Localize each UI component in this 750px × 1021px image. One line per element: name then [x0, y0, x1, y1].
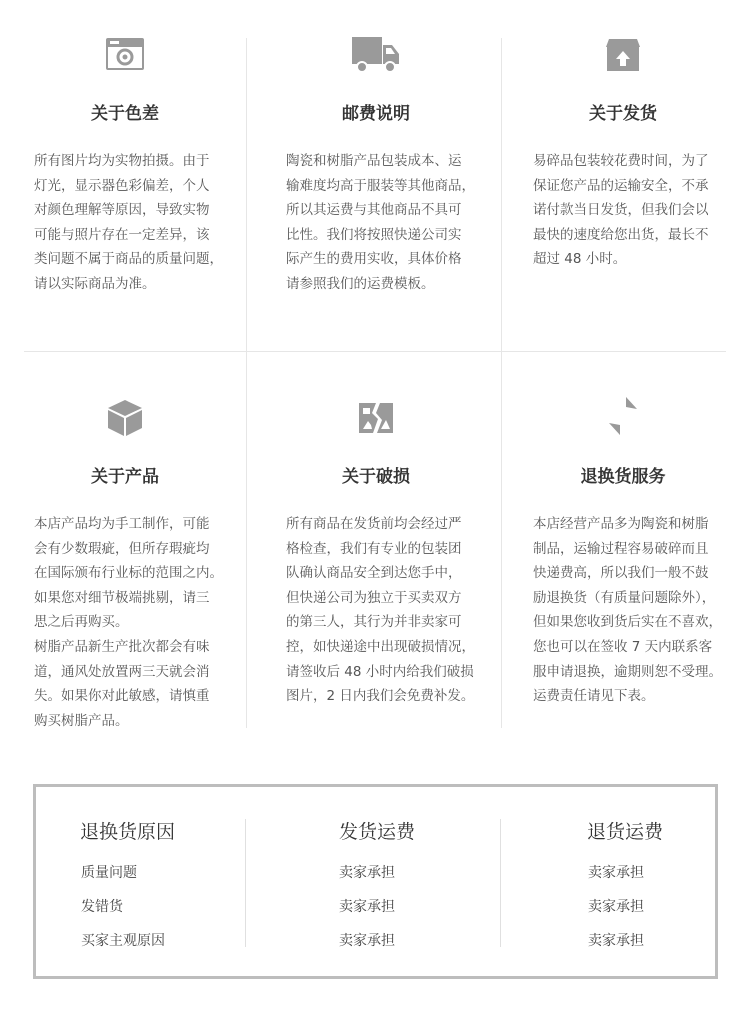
body-line: 失。如果你对此敏感，请慎重 — [34, 688, 210, 705]
section-title: 退换货服务 — [580, 467, 666, 487]
table-cell: 质量问题 — [81, 865, 137, 881]
body-line: 际产生的费用实收，具体价格 — [286, 251, 462, 268]
body-line: 思之后再购买。 — [34, 614, 129, 631]
body-line: 服申请退换，逾期则恕不受理。 — [533, 663, 722, 680]
section-title: 关于发货 — [589, 104, 657, 124]
body-line: 控，如快递途中出现破损情况， — [286, 638, 475, 655]
body-line: 请签收后 48 小时内给我们破损 — [286, 663, 474, 680]
body-line: 道，通风处放置两三天就会消 — [34, 663, 210, 680]
row-divider — [24, 351, 726, 352]
body-line: 保证您产品的运输安全，不承 — [533, 177, 709, 194]
body-line: 的第三人，其行为并非卖家可 — [286, 614, 462, 631]
body-line: 队确认商品安全到达您手中， — [286, 565, 462, 582]
body-line: 制品，运输过程容易破碎而且 — [533, 540, 709, 557]
column-divider — [501, 352, 502, 728]
body-line: 树脂产品新生产批次都会有味 — [34, 638, 210, 655]
body-line: 运费责任请见下表。 — [533, 688, 655, 705]
body-line: 图片，2 日内我们会免费补发。 — [286, 688, 475, 705]
body-line: 所有图片均为实物拍摄。由于 — [34, 153, 210, 169]
table-cell: 买家主观原因 — [81, 933, 165, 949]
camera-icon — [100, 34, 150, 74]
table-cell: 卖家承担 — [339, 899, 395, 915]
section-title: 邮费说明 — [342, 104, 410, 124]
section-body — [533, 149, 738, 272]
body-line: 但快递公司为独立于买卖双方 — [286, 589, 462, 606]
body-line: 易碎品包装较花费时间，为了 — [533, 153, 709, 169]
body-line: 在国际颁布行业标的范围之内。 — [34, 565, 223, 582]
section-body — [286, 149, 491, 297]
section-title: 关于破损 — [342, 467, 410, 487]
column-divider — [245, 819, 246, 947]
body-line: 请以实际商品为准。 — [34, 275, 156, 292]
body-line: 快递费高，所以我们一般不鼓 — [533, 565, 709, 582]
table-header: 发货运费 — [339, 821, 416, 843]
column-divider — [501, 38, 502, 352]
table-cell: 卖家承担 — [588, 933, 644, 949]
body-line: 对颜色理解等原因，导致实物 — [34, 202, 210, 219]
body-line: 购买树脂产品。 — [34, 712, 129, 729]
body-line: 本店经营产品多为陶瓷和树脂 — [533, 516, 709, 532]
section-body — [533, 512, 743, 709]
table-header: 退换货原因 — [80, 821, 176, 843]
column-divider — [246, 38, 247, 352]
table-header: 退货运费 — [587, 821, 664, 843]
body-line: 但如果您收到货后实在不喜欢， — [533, 614, 722, 631]
body-line: 会有少数瑕疵，但所存瑕疵均 — [34, 540, 210, 557]
table-cell: 卖家承担 — [339, 865, 395, 881]
column-divider — [500, 819, 501, 947]
table-cell: 卖家承担 — [588, 865, 644, 881]
section-body — [34, 149, 239, 297]
body-line: 所有商品在发货前均会经过严 — [286, 516, 462, 532]
truck-icon — [351, 34, 401, 74]
body-line: 励退换货（有质量问题除外）， — [533, 589, 716, 606]
shipping-responsibility-table — [33, 784, 718, 979]
body-line: 您也可以在签收 7 天内联系客 — [533, 638, 713, 655]
body-line: 超过 48 小时。 — [533, 251, 627, 268]
body-line: 灯光，显示器色彩偏差，个人 — [34, 177, 210, 194]
body-line: 格检查，我们有专业的包装团 — [286, 540, 462, 557]
body-line: 输难度均高于服装等其他商品， — [286, 177, 475, 194]
body-line: 本店产品均为手工制作，可能 — [34, 516, 210, 532]
body-line: 陶瓷和树脂产品包装成本、运 — [286, 153, 462, 169]
section-title: 关于产品 — [91, 467, 159, 487]
body-line: 所以其运费与其他商品不具可 — [286, 202, 462, 219]
section-body — [286, 512, 491, 709]
section-title: 关于色差 — [91, 104, 159, 124]
body-line: 如果您对细节极端挑剔，请三 — [34, 589, 210, 606]
table-cell: 卖家承担 — [588, 899, 644, 915]
body-line: 最快的速度给您出货，最长不 — [533, 226, 709, 243]
column-divider — [246, 352, 247, 728]
table-cell: 卖家承担 — [339, 933, 395, 949]
section-body — [34, 512, 239, 733]
exchange-arrows-icon — [598, 396, 648, 436]
package-upload-icon — [598, 34, 648, 74]
body-line: 类问题不属于商品的质量问题， — [34, 251, 223, 268]
cube-icon — [100, 398, 150, 438]
body-line: 请参照我们的运费模板。 — [286, 275, 435, 292]
broken-image-icon — [351, 398, 401, 438]
body-line: 可能与照片存在一定差异，该 — [34, 226, 210, 243]
body-line: 比性。我们将按照快递公司实 — [286, 226, 462, 243]
body-line: 诺付款当日发货，但我们会以 — [533, 202, 709, 219]
table-cell: 发错货 — [81, 899, 123, 915]
